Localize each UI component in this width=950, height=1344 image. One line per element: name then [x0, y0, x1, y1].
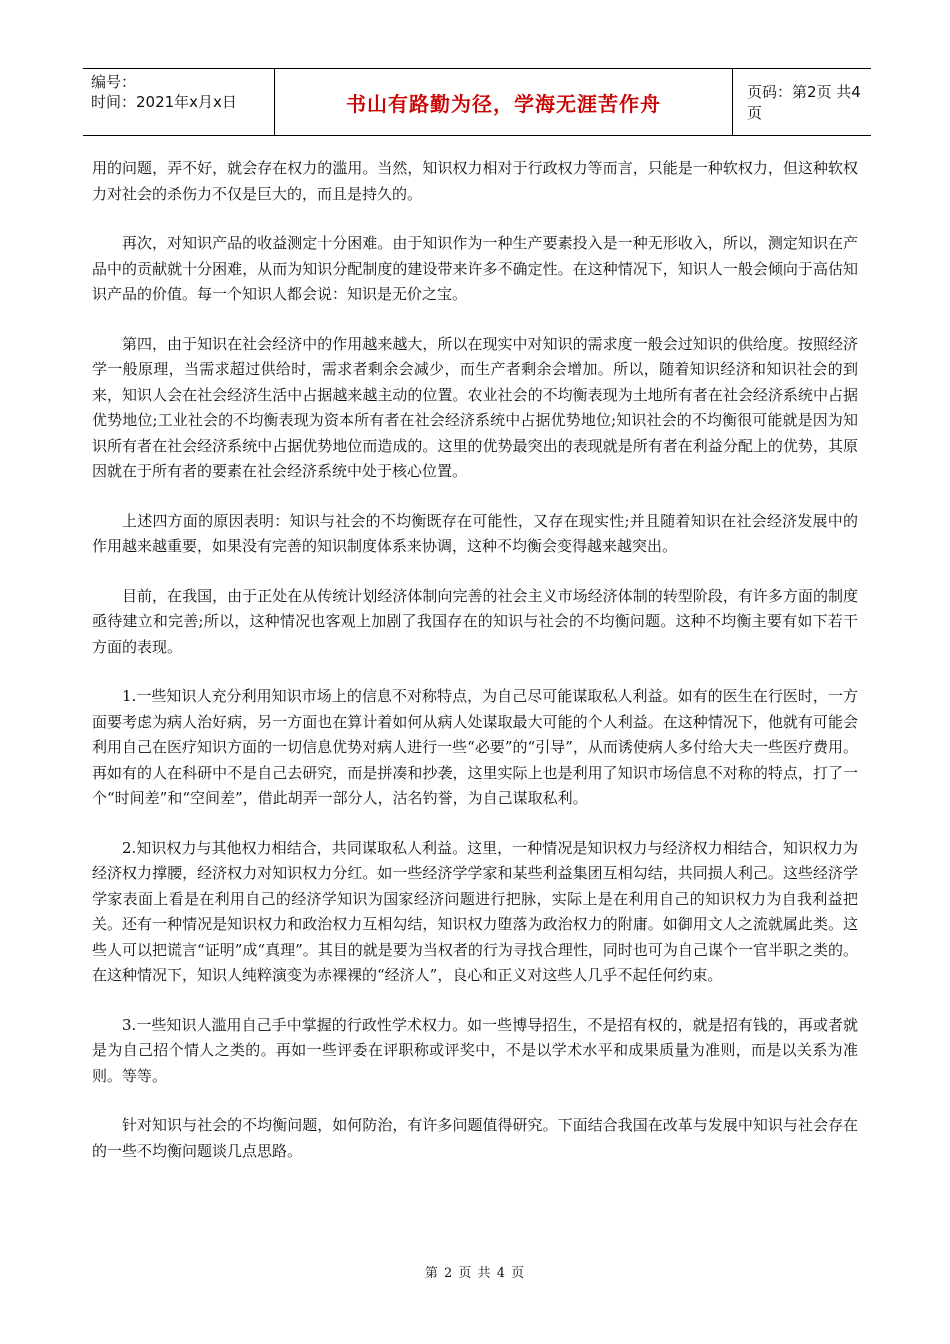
paragraph: 1.一些知识人充分利用知识市场上的信息不对称特点，为自己尽可能谋取私人利益。如有的医生在行医时，一方面要考虑为病人治好病，另一方面也在算计着如何从病人处谋取最大可能的个人利益。在这种情况下，他就有可能会利用自己在医疗知识方面的一切信息优势对病人进行一些“必要”的“引导”，从而诱使病人多付给大夫一些医疗费用。再如有的人在科研中不是自己去研究，而是拼凑和抄袭，这里实际上也是利用了知识市场信息不对称的特点，打了一个“时间差”和“空间差”，借此胡弄一部分人，沽名钓誉，为自己谋取私利。	[92, 687, 858, 807]
header-motto: 书山有路勤为径，学海无涯苦作舟	[275, 69, 733, 135]
paragraph: 第四，由于知识在社会经济中的作用越来越大，所以在现实中对知识的需求度一般会过知识的供给度。按照经济学一般原理，当需求超过供给时，需求者剩余会减少，而生产者剩余会增加。所以，随着知识经济和知识社会的到来，知识人会在社会经济生活中占据越来越主动的位置。农业社会的不均衡表现为土地所有者在社会经济系统中占据优势地位;工业社会的不均衡表现为资本所有者在社会经济系统中占据优势地位;知识社会的不均衡很可能就是因为知识所有者在社会经济系统中占据优势地位而造成的。这里的优势最突出的表现就是所有者在利益分配上的优势，其原因就在于所有者的要素在社会经济系统中处于核心位置。	[92, 334, 858, 480]
document-body	[92, 156, 858, 1188]
paragraph: 目前，在我国，由于正处在从传统计划经济体制向完善的社会主义市场经济体制的转型阶段，有许多方面的制度亟待建立和完善;所以，这种情况也客观上加剧了我国存在的知识与社会的不均衡问题。这种不均衡主要有如下若干方面的表现。	[92, 586, 858, 656]
header-meta	[83, 69, 275, 135]
paragraph: 3.一些知识人滥用自己手中掌握的行政性学术权力。如一些博导招生，不是招有权的，就是招有钱的，再或者就是为自己招个情人之类的。再如一些评委在评职称或评奖中，不是以学术水平和成果质量为准则，而是以关系为准则。等等。	[92, 1015, 858, 1085]
page-header	[83, 68, 871, 136]
document-number-label: 编号：	[91, 73, 137, 91]
paragraph: 针对知识与社会的不均衡问题，如何防治，有许多问题值得研究。下面结合我国在改革与发展中知识与社会存在的一些不均衡问题谈几点思路。	[92, 1116, 858, 1160]
paragraph: 再次，对知识产品的收益测定十分困难。由于知识作为一种生产要素投入是一种无形收入，所以，测定知识在产品中的贡献就十分困难，从而为知识分配制度的建设带来许多不确定性。在这种情况下，知识人一般会倾向于高估知识产品的价值。每一个知识人都会说：知识是无价之宝。	[92, 234, 858, 303]
paragraph: 用的问题，弄不好，就会存在权力的滥用。当然，知识权力相对于行政权力等而言，只能是一种软权力，但这种软权力对社会的杀伤力不仅是巨大的，而且是持久的。	[92, 159, 858, 203]
document-time-label: 时间：2021年x月x日	[91, 93, 237, 111]
paragraph: 上述四方面的原因表明：知识与社会的不均衡既存在可能性，又存在现实性;并且随着知识在社会经济发展中的作用越来越重要，如果没有完善的知识制度体系来协调，这种不均衡会变得越来越突出。	[92, 511, 858, 555]
paragraph: 2.知识权力与其他权力相结合，共同谋取私人利益。这里，一种情况是知识权力与经济权力相结合，知识权力为经济权力撑腰，经济权力对知识权力分红。如一些经济学学家和某些利益集团互相勾结，共同损人利己。这些经济学学家表面上看是在利用自己的经济学知识为国家经济问题进行把脉，实际上是在利用自己的知识权力为自我利益把关。还有一种情况是知识权力和政治权力互相勾结，知识权力堕落为政治权力的附庸。如御用文人之流就属此类。这些人可以把谎言“证明”成“真理”。其目的就是要为当权者的行为寻找合理性，同时也可为自己谋个一官半职之类的。在这种情况下，知识人纯粹演变为赤裸裸的“经济人”，良心和正义对这些人几乎不起任何约束。	[92, 838, 858, 984]
header-page-label: 页码：第2页 共4页	[747, 83, 861, 122]
page-footer: 第 2 页 共 4 页	[424, 1266, 526, 1281]
